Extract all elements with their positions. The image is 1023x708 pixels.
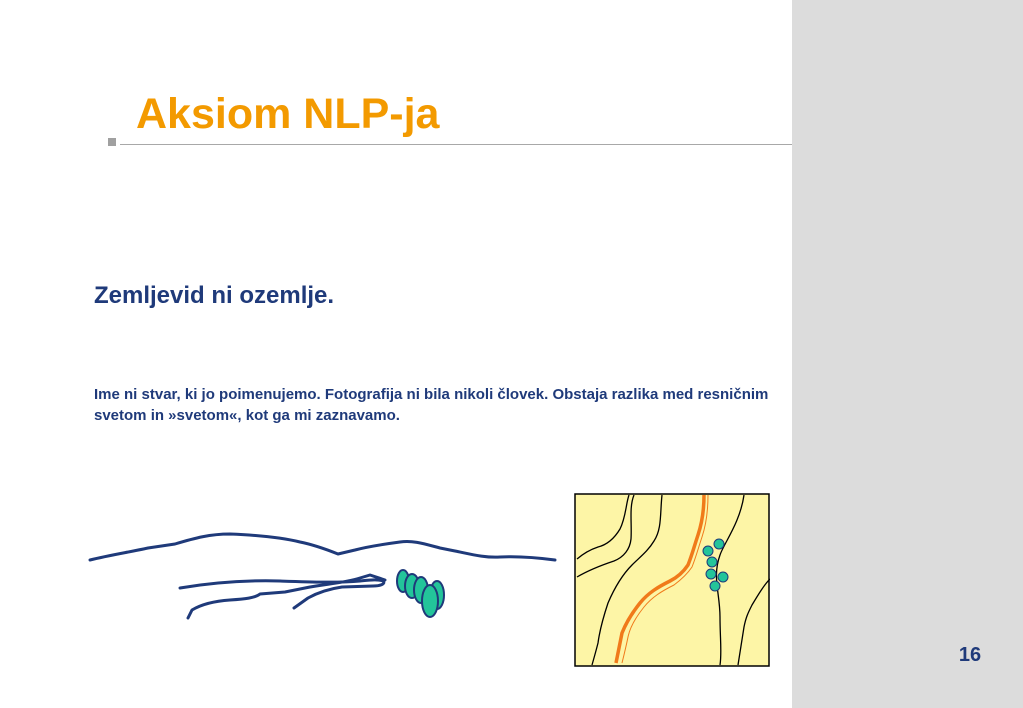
title-bullet (108, 138, 116, 146)
terrain-drawing (80, 520, 570, 630)
slide-heading: Zemljevid ni ozemlje. (94, 282, 335, 309)
slide-body-text: Ime ni stvar, ki jo poimenujemo. Fotografija ni bila nikoli človek. Obstaja razlika med resničnim svetom in »svetom«, kot ga mi zaznavamo. (94, 386, 769, 424)
map-tree-marker (714, 539, 724, 549)
title-divider (120, 144, 792, 145)
map-tree-marker (718, 572, 728, 582)
map-illustration (574, 493, 770, 667)
terrain-horizon-line (90, 534, 555, 560)
tree (422, 585, 438, 617)
map-tree-marker (707, 557, 717, 567)
slide-title: Aksiom NLP-ja (136, 90, 440, 138)
map-tree-marker (710, 581, 720, 591)
side-panel (792, 0, 1023, 708)
map-tree-marker (703, 546, 713, 556)
page-number: 16 (958, 644, 982, 666)
tree-group (397, 570, 444, 617)
map-tree-marker (706, 569, 716, 579)
